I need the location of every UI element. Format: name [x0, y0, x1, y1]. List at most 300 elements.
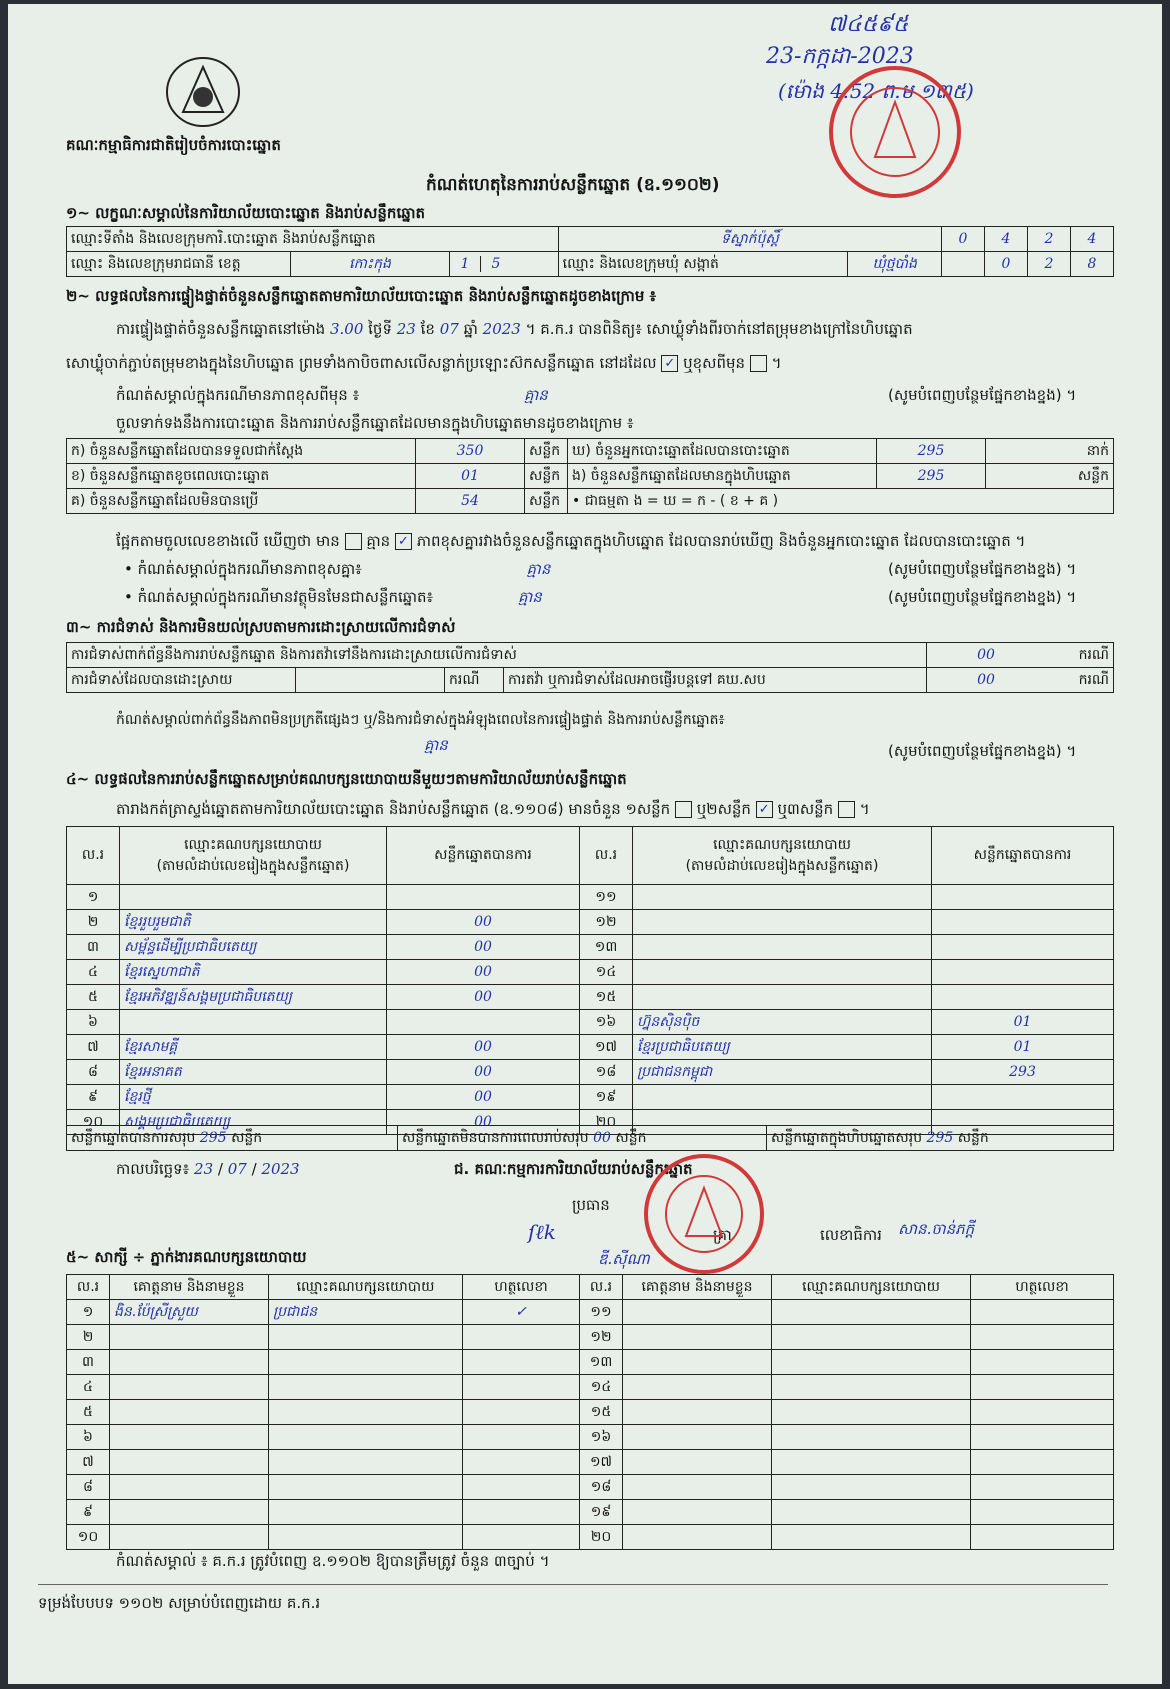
row-number: ៣ — [67, 935, 120, 960]
vote-count — [932, 885, 1114, 910]
section-1-heading: ១~ លក្ខណៈសម្គាល់នៃការិយាល័យបោះឆ្នោត និងរាប់សន្លឹកឆ្នោត — [66, 204, 426, 222]
empty-cell — [971, 1400, 1114, 1425]
discrepancy-line — [116, 532, 1025, 554]
irregularity-note-suffix: (សូមបំពេញបន្ថែមផ្នែកខាងខ្នង) ។ — [888, 742, 1077, 760]
empty-cell — [623, 1500, 772, 1525]
count-c-value: 54 — [416, 489, 525, 514]
empty-cell — [772, 1475, 971, 1500]
count-a-label: ក) ចំនួនសន្លឹកឆ្នោតដែលបានទទួលជាក់ស្តែង — [67, 439, 416, 464]
witness-signature — [463, 1500, 580, 1525]
row-number: ១៣ — [580, 1350, 623, 1375]
result-row — [67, 1060, 1114, 1085]
received-time: (ម៉ោង 4:52 ព.ម ១៣៥) — [778, 79, 974, 103]
text: គ្មាន — [366, 532, 391, 550]
witness-party — [269, 1425, 463, 1450]
party-name: ខ្មែររួបរួមជាតិ — [120, 910, 387, 935]
text: ។ — [859, 800, 870, 818]
row-number: ១៩ — [580, 1500, 623, 1525]
witness-table — [66, 1274, 1114, 1550]
section-1-table — [66, 226, 1114, 277]
witness-party — [269, 1475, 463, 1500]
no-discrepancy-checkbox[interactable]: ✓ — [395, 533, 412, 550]
party-name: ខ្មែរសាមគ្គី — [120, 1035, 387, 1060]
witness-signature — [463, 1325, 580, 1350]
empty-cell — [623, 1325, 772, 1350]
text: សន្លឹកឆ្នោតក្នុងហិបឆ្នោតសរុប — [771, 1129, 923, 1146]
station-value: ទីស្នាក់ប៉ុស្តិ៍ — [558, 227, 941, 252]
note-2-suffix: (សូមបំពេញបន្ថែមផ្នែកខាងខ្នង) ។ — [888, 560, 1077, 578]
empty-cell — [623, 1475, 772, 1500]
verify-time: 3.00 — [329, 320, 364, 338]
text: តារាងកត់ត្រាស្ទង់ឆ្នោតតាមការិយាល័យបោះឆ្នោត និងរាប់សន្លឹកឆ្នោត (ឧ.១១០៨) មានចំនួន ១សន្លឹក — [116, 800, 671, 818]
note-3 — [124, 588, 542, 610]
row-number: ១១ — [580, 1300, 623, 1325]
row-number: ១២ — [580, 910, 633, 935]
vote-count: 00 — [387, 1060, 580, 1085]
party-name — [633, 1085, 932, 1110]
unit: សន្លឹក — [525, 489, 568, 514]
witness-name — [110, 1475, 269, 1500]
empty-cell — [623, 1450, 772, 1475]
row-number: ១៥ — [580, 985, 633, 1010]
section-5-heading: ៥~ សាក្សី ÷ ភ្នាក់ងារគណបក្សនយោបាយ — [66, 1248, 307, 1266]
date-month: 07 — [227, 1160, 247, 1178]
org-name: គណៈកម្មាធិការជាតិរៀបចំការបោះឆ្នោត — [66, 136, 281, 154]
row-number: ៨ — [67, 1475, 110, 1500]
date-line: កាលបរិច្ឆេទ៖ 23 / 07 / 2023 — [116, 1160, 300, 1178]
empty-cell — [623, 1375, 772, 1400]
row-number: ១៧ — [580, 1035, 633, 1060]
empty-cell — [772, 1425, 971, 1450]
empty-cell — [971, 1475, 1114, 1500]
secretary-label: លេខាធិការ — [820, 1226, 882, 1244]
witness-name — [110, 1375, 269, 1400]
footnote: កំណត់សម្គាល់ ៖ គ.ក.រ ត្រូវបំពេញ ឧ.១១០២ ឱ្យបានត្រឹមត្រូវ ចំនួន ៣ច្បាប់ ។ — [116, 1552, 550, 1570]
complaints-table — [66, 642, 1114, 693]
vote-count: 00 — [387, 985, 580, 1010]
party-name — [633, 885, 932, 910]
row-number: ៤ — [67, 960, 120, 985]
witness-party — [269, 1350, 463, 1375]
text: (តាមលំដាប់លេខរៀងក្នុងសន្លឹកឆ្នោត) — [685, 857, 879, 874]
text: ឬ៣សន្លឹក — [777, 800, 834, 818]
empty-cell — [971, 1525, 1114, 1550]
intro-paragraph: ចួលទាក់ទងនឹងការបោះឆ្នោត និងការរាប់សន្លឹកឆ្នោតដែលមានក្នុងហិបឆ្នោតមានដូចខាងក្រោម ៖ — [116, 414, 634, 432]
row-number: ១៣ — [580, 935, 633, 960]
province-digit: 1 — [460, 256, 470, 272]
tally-sheet-line — [116, 800, 870, 822]
form-footer: ទម្រង់បែបបទ ១១០២ សម្រាប់បំពេញដោយ គ.ក.រ — [38, 1594, 321, 1612]
witness-signature: ✓ — [463, 1300, 580, 1325]
section-3-heading: ៣~ ការជំទាស់ និងការមិនយល់ស្របតាមការដោះស្រាយលើការជំទាស់ — [66, 618, 456, 636]
party-name — [633, 935, 932, 960]
row-number: ៣ — [67, 1350, 110, 1375]
station-label: ឈ្មោះទីតាំង និងលេខក្រុមការិ.បោះឆ្នោត និងរាប់សន្លឹកឆ្នោត — [67, 227, 559, 252]
witness-signature — [463, 1400, 580, 1425]
note-2-value: គ្មាន — [526, 560, 551, 578]
vote-count — [932, 1085, 1114, 1110]
total-box — [767, 1126, 1114, 1151]
empty-cell — [623, 1525, 772, 1550]
text: កំណត់សម្គាល់ក្នុងករណីមានភាពខុសពីមុន ៖ — [116, 386, 360, 404]
witness-name — [110, 1350, 269, 1375]
totals-table — [66, 1125, 1114, 1151]
row-number: ២ — [67, 1325, 110, 1350]
empty-cell — [772, 1300, 971, 1325]
party-name: ខ្មែរប្រជាធិបតេយ្យ — [633, 1035, 932, 1060]
verify-day: 23 — [396, 320, 416, 338]
text: ឬខុសពីមុន — [683, 354, 746, 372]
office-stamp — [636, 1150, 776, 1280]
witness-party — [269, 1500, 463, 1525]
vote-count: 00 — [387, 935, 580, 960]
empty-cell — [772, 1400, 971, 1425]
party-name: ប្រជាជនកម្ពុជា — [633, 1060, 932, 1085]
verify-year: 2023 — [482, 320, 521, 338]
col-votes: សន្លឹកឆ្នោតបានការ — [932, 827, 1114, 885]
empty-cell — [772, 1500, 971, 1525]
text: ផ្អែកតាមចួលលេខខាងលើ ឃើញថា មាន — [116, 532, 340, 550]
col-party: ឈ្មោះគណបក្សនយោបាយ — [772, 1275, 971, 1300]
row-number: ១៩ — [580, 1085, 633, 1110]
text: សន្លឹកឆ្នោតបានការសរុប — [71, 1129, 196, 1146]
three-sheet-checkbox[interactable] — [838, 801, 855, 818]
empty-cell — [971, 1375, 1114, 1400]
col-name: គោត្តនាម និងនាមខ្លួន — [623, 1275, 772, 1300]
row-number: ១៦ — [580, 1010, 633, 1035]
date-day: 23 — [194, 1160, 214, 1178]
row-number: ១៥ — [580, 1400, 623, 1425]
complaints-value: 00 — [927, 643, 1046, 668]
result-row — [67, 960, 1114, 985]
vote-count — [932, 935, 1114, 960]
col-party: ឈ្មោះគណបក្សនយោបាយ — [269, 1275, 463, 1300]
witness-party — [269, 1400, 463, 1425]
seal-line — [66, 354, 781, 376]
witness-row — [67, 1500, 1114, 1525]
vote-count: 00 — [387, 1085, 580, 1110]
unit: សន្លឹក — [525, 439, 568, 464]
row-number: ៤ — [67, 1375, 110, 1400]
vote-count: 293 — [932, 1060, 1114, 1085]
note-1-suffix: (សូមបំពេញបន្ថែមផ្នែកខាងខ្នង) ។ — [888, 386, 1077, 404]
witness-row — [67, 1525, 1114, 1550]
total-valid — [67, 1126, 398, 1151]
text: • កំណត់សម្គាល់ក្នុងករណីមានវត្ថុមិនមែនជាសន្លឹកឆ្នោត៖ — [124, 588, 434, 606]
row-number: ១ — [67, 1300, 110, 1325]
col-name: គោត្តនាម និងនាមខ្លួន — [110, 1275, 269, 1300]
form-sheet — [8, 4, 1162, 1684]
witness-signature — [463, 1375, 580, 1400]
party-name — [633, 985, 932, 1010]
date-year: 2023 — [261, 1160, 300, 1178]
row-number: ៩ — [67, 1500, 110, 1525]
row-number: ១៤ — [580, 1375, 623, 1400]
col-party — [120, 827, 387, 885]
witness-row — [67, 1400, 1114, 1425]
witness-row — [67, 1475, 1114, 1500]
row-number: ៧ — [67, 1035, 120, 1060]
commune-value: ឃុំថ្មបាំង — [848, 252, 942, 277]
text: ឈ្មោះគណបក្សនយោបាយ — [184, 836, 322, 853]
form-title: កំណត់ហេតុនៃការរាប់សន្លឹកឆ្នោត (ឧ.១១០២) — [426, 175, 720, 195]
text: ។ — [771, 354, 782, 372]
witness-party — [269, 1525, 463, 1550]
witness-name — [110, 1400, 269, 1425]
count-e-label: ង) ចំនួនសន្លឹកឆ្នោតដែលមានក្នុងហិបឆ្នោត — [568, 464, 877, 489]
result-row — [67, 985, 1114, 1010]
received-number: ៧៤៥៩៥ — [828, 12, 909, 37]
secretary-name: សាន.ចាន់ភក្តី — [898, 1220, 975, 1238]
row-number: ១៤ — [580, 960, 633, 985]
one-sheet-checkbox[interactable] — [675, 801, 692, 818]
text: ការផ្ទៀងផ្ទាត់ចំនួនសន្លឹកឆ្នោតនៅម៉ោង — [116, 320, 326, 338]
total-valid-value: 295 — [199, 1129, 227, 1146]
row-number: ៥ — [67, 1400, 110, 1425]
station-digit: 4 — [1071, 227, 1114, 252]
received-date: 23-កក្កដា-2023 — [766, 44, 914, 69]
vote-count: 00 — [387, 1110, 580, 1135]
committee-label: ជ. គណៈកម្មការការិយាល័យរាប់សន្លឹកឆ្នោត — [454, 1160, 693, 1178]
text: (តាមលំដាប់លេខរៀងក្នុងសន្លឹកឆ្នោត) — [156, 857, 350, 874]
total-invalid — [398, 1126, 767, 1151]
different-checkbox[interactable] — [750, 355, 767, 372]
party-name: សម្ព័ន្ធដើម្បីប្រជាធិបតេយ្យ — [120, 935, 387, 960]
empty-cell — [772, 1525, 971, 1550]
text: សន្លឹក — [615, 1129, 647, 1146]
verification-line — [116, 320, 913, 342]
result-row — [67, 1035, 1114, 1060]
count-e-value: 295 — [877, 464, 986, 489]
witness-row — [67, 1425, 1114, 1450]
vote-count: 00 — [387, 960, 580, 985]
party-name — [120, 885, 387, 910]
member-label: គ្រា — [713, 1226, 732, 1244]
note-1 — [116, 386, 548, 408]
witness-name — [110, 1425, 269, 1450]
province-digit: 5 — [480, 256, 511, 272]
text: ។ គ.ក.រ បានពិនិត្យ៖ សោឃ្លុំទាំងពីរចាក់នៅតម្រុមខាងក្រៅនៃហិបឆ្នោត — [525, 320, 913, 338]
vote-count: 00 — [387, 1035, 580, 1060]
witness-party: ប្រជាជន — [269, 1300, 463, 1325]
party-name: សង្គមប្រជាធិបតេយ្យ — [120, 1110, 387, 1135]
total-invalid-value: 00 — [593, 1129, 611, 1146]
result-row — [67, 885, 1114, 910]
section-2-heading: ២~ លទ្ធផលនៃការផ្ទៀងផ្ទាត់ចំនួនសន្លឹកឆ្នោតតាមការិយាល័យបោះឆ្នោត និងរាប់សន្លឹកឆ្នោតដូចខាងក្រោម ៖ — [66, 287, 657, 305]
party-name: ខ្មែរអនាគត — [120, 1060, 387, 1085]
empty-cell — [623, 1350, 772, 1375]
note-1-value: គ្មាន — [523, 386, 548, 404]
witness-row — [67, 1350, 1114, 1375]
empty-cell — [772, 1375, 971, 1400]
witness-row — [67, 1450, 1114, 1475]
vote-count: 01 — [932, 1010, 1114, 1035]
province-label: ឈ្មោះ និងលេខក្រុមរាជធានី ខេត្ត — [67, 252, 291, 277]
witness-signature — [463, 1475, 580, 1500]
vote-count — [387, 1010, 580, 1035]
row-number: ៦ — [67, 1010, 120, 1035]
note-2 — [124, 560, 550, 582]
count-d-value: 295 — [877, 439, 986, 464]
unit: សន្លឹក — [525, 464, 568, 489]
text: សោឃ្លុំចាក់ភ្ជាប់តម្រុមខាងក្នុងនៃហិបឆ្នោត ព្រមទាំងកាបិចពាសលើសន្លាក់ប្រឡោះស៊កសន្លឹកឆ្នោត នៅដដែល — [66, 354, 657, 372]
footer-divider — [38, 1584, 1108, 1585]
formula: • ជាធម្មតា ង = ឃ = ក - ( ខ + គ ) — [568, 489, 1114, 514]
witness-party — [269, 1375, 463, 1400]
station-digit: 4 — [985, 227, 1028, 252]
row-number: ១ — [67, 885, 120, 910]
commune-digit: 2 — [1028, 252, 1071, 277]
total-box-value: 295 — [926, 1129, 954, 1146]
party-name — [633, 910, 932, 935]
witness-signature — [463, 1525, 580, 1550]
text: ឆ្នាំ — [463, 320, 478, 338]
text: ថ្ងៃទី — [368, 320, 392, 338]
unit: សន្លឹក — [986, 464, 1114, 489]
text: សន្លឹកឆ្នោតមិនបានការពេលរាប់សរុប — [402, 1129, 589, 1146]
witness-party — [269, 1450, 463, 1475]
party-name: ខ្មែរអភិវឌ្ឍន៍សង្គមប្រជាធិបតេយ្យ — [120, 985, 387, 1010]
empty-cell — [772, 1450, 971, 1475]
row-number: ២០ — [580, 1110, 633, 1135]
forwarded-value: 00 — [927, 668, 1046, 693]
empty-cell — [623, 1300, 772, 1325]
results-table — [66, 826, 1114, 1135]
col-no: ល.រ — [580, 827, 633, 885]
count-c-label: គ) ចំនួនសន្លឹកឆ្នោតដែលមិនបានប្រើ — [67, 489, 416, 514]
verify-month: 07 — [439, 320, 459, 338]
row-number: ១០ — [67, 1110, 120, 1135]
irregularity-note-value: គ្មាន — [424, 736, 448, 754]
row-number: ៦ — [67, 1425, 110, 1450]
result-row — [67, 910, 1114, 935]
party-name — [633, 960, 932, 985]
count-a-value: 350 — [416, 439, 525, 464]
unit: ករណី — [1045, 643, 1114, 668]
party-name: ហ្វ៊ុនស៊ិនប៉ិច — [633, 1010, 932, 1035]
result-row — [67, 935, 1114, 960]
col-no: ល.រ — [67, 1275, 110, 1300]
forwarded-label: ការតវ៉ា ឬការជំទាស់ដែលអាចផ្ញើរបន្តទៅ គឃ.សប — [504, 668, 927, 693]
row-number: ១១ — [580, 885, 633, 910]
vote-count — [932, 960, 1114, 985]
witness-party — [269, 1325, 463, 1350]
text: • កំណត់សម្គាល់ក្នុងករណីមានភាពខុសគ្នា៖ — [124, 560, 362, 578]
chair-name: ឌី.ស៊ីណា — [598, 1250, 650, 1268]
col-no: ល.រ — [67, 827, 120, 885]
empty-cell — [971, 1350, 1114, 1375]
counts-table — [66, 438, 1114, 514]
col-sign: ហត្ថលេខា — [971, 1275, 1114, 1300]
party-name — [120, 1010, 387, 1035]
result-row — [67, 1085, 1114, 1110]
chair-signature: ſℓk — [528, 1220, 556, 1244]
party-name: ខ្មែរថ្មី — [120, 1085, 387, 1110]
vote-count — [932, 910, 1114, 935]
same-checkbox[interactable]: ✓ — [661, 355, 678, 372]
text: កាលបរិច្ឆេទ៖ — [116, 1160, 190, 1178]
empty-cell — [971, 1425, 1114, 1450]
empty-cell — [772, 1325, 971, 1350]
witness-row — [67, 1375, 1114, 1400]
witness-signature — [463, 1425, 580, 1450]
witness-name — [110, 1325, 269, 1350]
empty-cell — [772, 1350, 971, 1375]
witness-row — [67, 1300, 1114, 1325]
unit: ករណី — [445, 668, 504, 693]
text: ខែ — [420, 320, 435, 338]
row-number: ១០ — [67, 1525, 110, 1550]
witness-name — [110, 1500, 269, 1525]
vote-count: 00 — [387, 910, 580, 935]
commune-digit: 0 — [985, 252, 1028, 277]
unit: នាក់ — [986, 439, 1114, 464]
empty-cell — [971, 1325, 1114, 1350]
two-sheet-checkbox[interactable]: ✓ — [756, 801, 773, 818]
vote-count: 01 — [932, 1035, 1114, 1060]
witness-name: ងិន.ប៉ែស្រីស្រួយ — [110, 1300, 269, 1325]
empty-cell — [623, 1425, 772, 1450]
has-discrepancy-checkbox[interactable] — [345, 533, 362, 550]
row-number: ៧ — [67, 1450, 110, 1475]
note-3-value: គ្មាន — [517, 588, 542, 606]
row-number: ៩ — [67, 1085, 120, 1110]
note-3-suffix: (សូមបំពេញបន្ថែមផ្នែកខាងខ្នង) ។ — [888, 588, 1077, 606]
row-number: ១៨ — [580, 1060, 633, 1085]
col-party — [633, 827, 932, 885]
witness-name — [110, 1450, 269, 1475]
row-number: ២ — [67, 910, 120, 935]
count-b-label: ខ) ចំនួនសន្លឹកឆ្នោតខូចពេលបោះឆ្នោត — [67, 464, 416, 489]
row-number: ១៨ — [580, 1475, 623, 1500]
station-digit: 0 — [942, 227, 985, 252]
row-number: ១២ — [580, 1325, 623, 1350]
row-number: ១៦ — [580, 1425, 623, 1450]
unit: ករណី — [1045, 668, 1114, 693]
party-name: ខ្មែរស្នេហាជាតិ — [120, 960, 387, 985]
row-number: ២០ — [580, 1525, 623, 1550]
irregularity-note-label: កំណត់សម្គាល់ពាក់ព័ន្ធនឹងភាពមិនប្រក្រតីផ្សេងៗ ឬ/និងការជំទាស់ក្នុងអំឡុងពេលនៃការផ្ទៀងផ្ទាត់ និងការរាប់សន្លឹកឆ្នោត៖ — [116, 712, 725, 728]
province-value: កោះកុង — [291, 252, 450, 277]
empty-cell — [971, 1300, 1114, 1325]
station-digit: 2 — [1028, 227, 1071, 252]
witness-name — [110, 1525, 269, 1550]
col-no: ល.រ — [580, 1275, 623, 1300]
result-row — [67, 1010, 1114, 1035]
text: ភាពខុសគ្នារវាងចំនួនសន្លឹកឆ្នោតក្នុងហិបឆ្នោត ដែលបានរាប់ឃើញ និងចំនួនអ្នកបោះឆ្នោត ដែលបានបោះឆ្នោត ។ — [416, 532, 1026, 550]
witness-signature — [463, 1450, 580, 1475]
witness-row — [67, 1325, 1114, 1350]
vote-count — [932, 985, 1114, 1010]
commune-digit: 8 — [1071, 252, 1114, 277]
empty-cell — [971, 1500, 1114, 1525]
text: សន្លឹក — [231, 1129, 263, 1146]
count-d-label: ឃ) ចំនួនអ្នកបោះឆ្នោតដែលបានបោះឆ្នោត — [568, 439, 877, 464]
complaints-label: ការជំទាស់ពាក់ព័ន្ធនឹងការរាប់សន្លឹកឆ្នោត និងការតវ៉ាទៅនឹងការដោះស្រាយលើការជំទាស់ — [67, 643, 927, 668]
resolved-label: ការជំទាស់ដែលបានដោះស្រាយ — [67, 668, 296, 693]
text: ឈ្មោះគណបក្សនយោបាយ — [713, 836, 851, 853]
chair-label: ប្រធាន — [572, 1196, 610, 1214]
count-b-value: 01 — [416, 464, 525, 489]
col-sign: ហត្ថលេខា — [463, 1275, 580, 1300]
vote-count — [387, 885, 580, 910]
row-number: ១៧ — [580, 1450, 623, 1475]
row-number: ៨ — [67, 1060, 120, 1085]
nec-logo — [158, 52, 248, 132]
section-4-heading: ៤~ លទ្ធផលនៃការរាប់សន្លឹកឆ្នោតសម្រាប់គណបក្សនយោបាយនីមួយៗតាមការិយាល័យរាប់សន្លឹកឆ្នោត — [66, 770, 627, 788]
text: សន្លឹក — [957, 1129, 989, 1146]
text: ឬ២សន្លឹក — [696, 800, 751, 818]
